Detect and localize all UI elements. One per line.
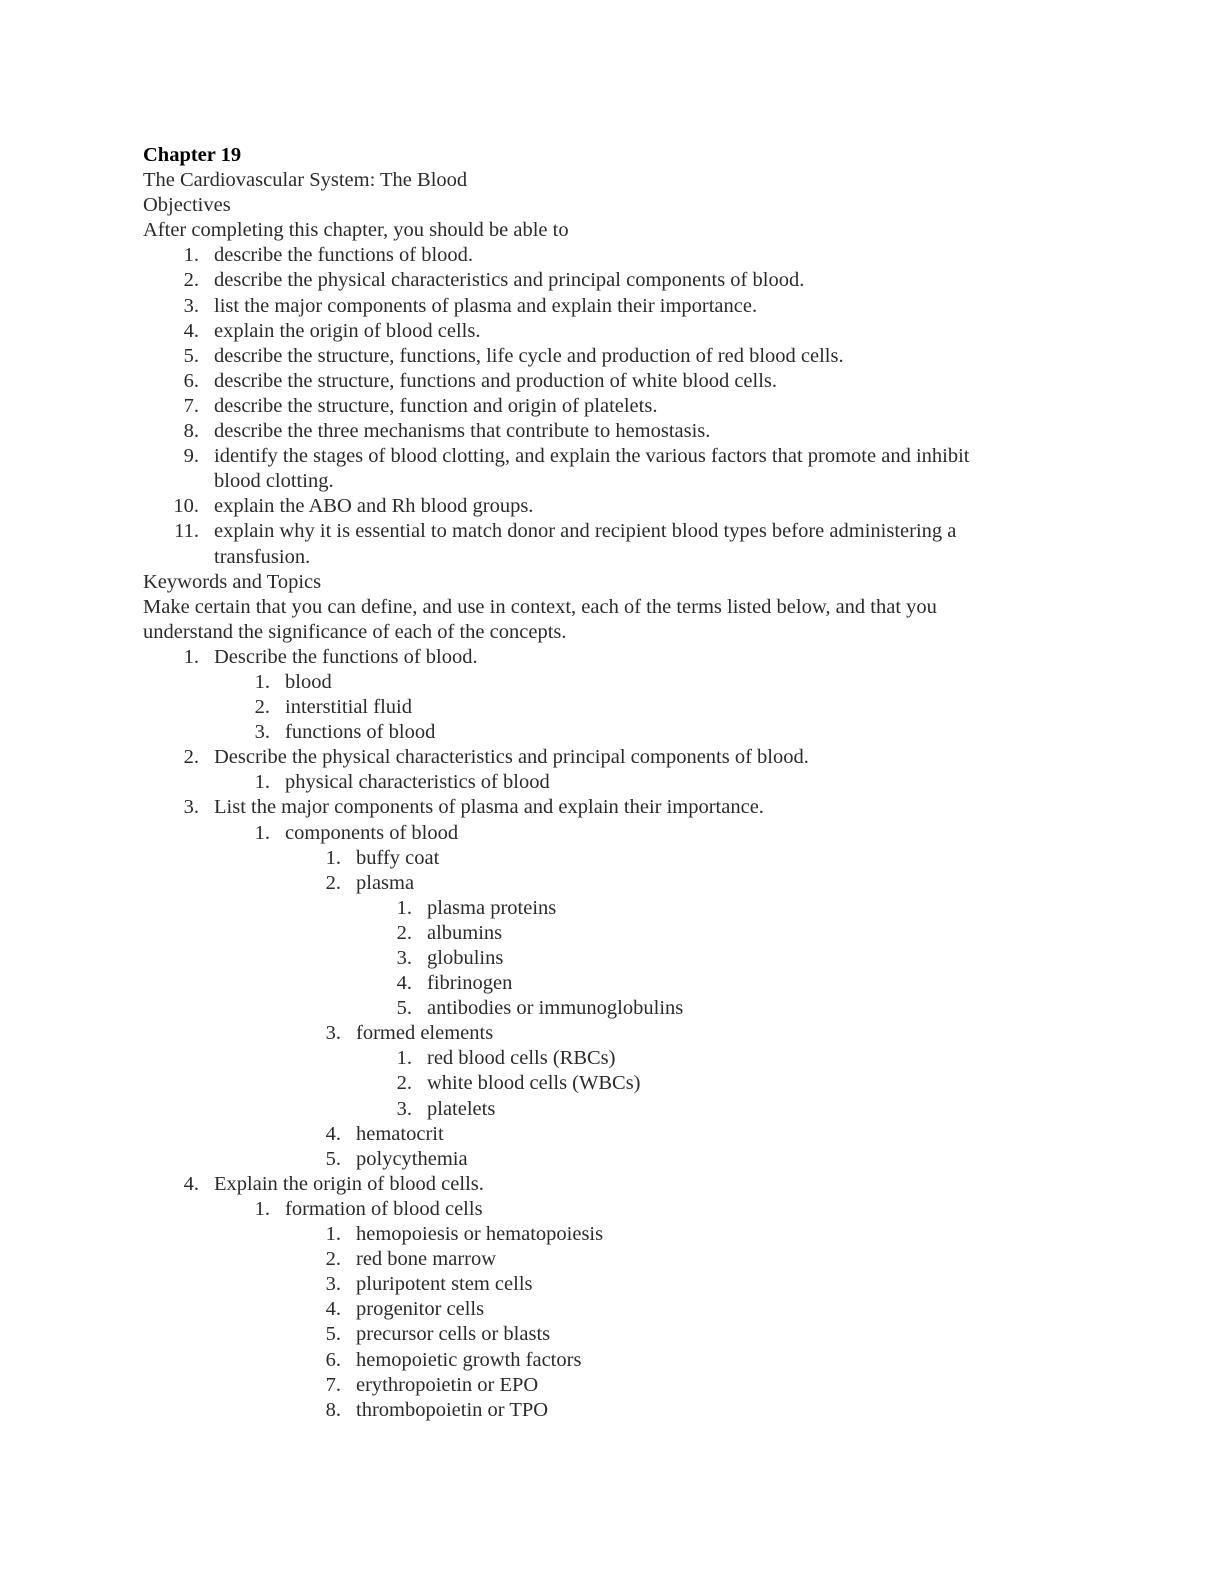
objective-text: describe the three mechanisms that contribute to hemostasis. bbox=[214, 420, 711, 443]
keyword-level-2-text: formed elements bbox=[356, 1022, 494, 1045]
chapter-number: Chapter 19 bbox=[143, 144, 242, 166]
objective-number: 2. bbox=[183, 269, 199, 292]
objective-item bbox=[143, 444, 1043, 494]
keyword-level-3-text: white blood cells (WBCs) bbox=[427, 1072, 641, 1095]
keyword-level-1-number: 1. bbox=[254, 670, 270, 693]
keyword-level-2-item bbox=[285, 1247, 1043, 1272]
sublist-level-1 bbox=[214, 670, 1043, 745]
objective-number: 5. bbox=[183, 344, 199, 367]
keyword-topic-number: 3. bbox=[183, 796, 199, 819]
keyword-level-3-item bbox=[356, 971, 1043, 996]
keyword-level-3-number: 4. bbox=[396, 972, 412, 995]
keyword-level-1-number: 3. bbox=[254, 721, 270, 744]
objective-number: 1. bbox=[183, 244, 199, 267]
keyword-level-1-text: formation of blood cells bbox=[285, 1197, 483, 1220]
objective-text: explain the origin of blood cells. bbox=[214, 319, 481, 342]
keywords-topic-list bbox=[143, 645, 1043, 1423]
keyword-level-3-text: albumins bbox=[427, 921, 503, 944]
keyword-level-2-item bbox=[285, 1348, 1043, 1373]
keyword-level-3-number: 1. bbox=[396, 896, 412, 919]
keyword-level-2-number: 1. bbox=[325, 846, 341, 869]
keyword-level-2-number: 7. bbox=[325, 1373, 341, 1396]
keyword-level-1-text: components of blood bbox=[285, 821, 459, 844]
objective-text: list the major components of plasma and explain their importance. bbox=[214, 294, 758, 317]
objective-number: 10. bbox=[173, 495, 199, 518]
objective-number: 7. bbox=[183, 394, 199, 417]
objective-number: 11. bbox=[174, 520, 199, 543]
keyword-level-1-item bbox=[214, 720, 1043, 745]
keywords-intro-line-2: understand the significance of each of the concepts. bbox=[143, 620, 567, 643]
objective-text: describe the functions of blood. bbox=[214, 244, 474, 267]
keyword-topic-text: Explain the origin of blood cells. bbox=[214, 1172, 484, 1195]
keyword-level-2-text: buffy coat bbox=[356, 846, 440, 869]
objectives-list bbox=[143, 243, 1043, 569]
keyword-level-3-item bbox=[356, 1046, 1043, 1071]
keyword-level-2-text: progenitor cells bbox=[356, 1298, 485, 1321]
keyword-topic-text: Describe the physical characteristics and principal components of blood. bbox=[214, 746, 809, 769]
keyword-topic-text: Describe the functions of blood. bbox=[214, 645, 478, 668]
objective-text: explain the ABO and Rh blood groups. bbox=[214, 495, 534, 518]
keyword-level-3-number: 1. bbox=[396, 1047, 412, 1070]
keyword-level-3-item bbox=[356, 896, 1043, 921]
keyword-level-3-number: 2. bbox=[396, 1072, 412, 1095]
keyword-level-3-item bbox=[356, 1097, 1043, 1122]
keyword-level-2-text: red bone marrow bbox=[356, 1248, 497, 1271]
objective-text: describe the physical characteristics and principal components of blood. bbox=[214, 269, 805, 292]
keyword-topic-item bbox=[143, 795, 1043, 820]
keyword-topic-number: 2. bbox=[183, 746, 199, 769]
keyword-level-3-number: 2. bbox=[396, 921, 412, 944]
objective-item bbox=[143, 319, 1043, 344]
keyword-level-2-number: 5. bbox=[325, 1147, 341, 1170]
keyword-level-1-number: 2. bbox=[254, 696, 270, 719]
keyword-level-2-text: hemopoietic growth factors bbox=[356, 1348, 582, 1371]
document-page bbox=[143, 143, 1043, 1423]
keyword-level-2-item bbox=[285, 1297, 1043, 1322]
keyword-level-2-item bbox=[285, 1322, 1043, 1347]
keyword-topic-item bbox=[143, 645, 1043, 670]
keyword-level-3-item bbox=[356, 1071, 1043, 1096]
keyword-level-1-item bbox=[214, 770, 1043, 795]
objective-number: 4. bbox=[183, 319, 199, 342]
keyword-level-3-item bbox=[356, 996, 1043, 1021]
objective-item bbox=[143, 268, 1043, 293]
keyword-level-2-number: 4. bbox=[325, 1122, 341, 1145]
keyword-level-2-number: 8. bbox=[325, 1398, 341, 1421]
keyword-level-3-text: fibrinogen bbox=[427, 972, 513, 995]
objective-item bbox=[143, 243, 1043, 268]
objectives-heading: Objectives bbox=[143, 194, 231, 217]
objective-text-continued: blood clotting. bbox=[214, 470, 334, 493]
objective-item bbox=[143, 394, 1043, 419]
keyword-level-3-number: 3. bbox=[396, 1097, 412, 1120]
chapter-title: The Cardiovascular System: The Blood bbox=[143, 169, 468, 192]
keyword-level-1-item bbox=[214, 1197, 1043, 1222]
objective-text: identify the stages of blood clotting, and explain the various factors that promote and inhibit bbox=[214, 445, 970, 468]
keyword-level-1-text: functions of blood bbox=[285, 721, 436, 744]
keyword-level-2-item bbox=[285, 1272, 1043, 1297]
keyword-topic-number: 1. bbox=[183, 645, 199, 668]
keyword-level-3-text: platelets bbox=[427, 1097, 496, 1120]
keyword-level-2-number: 5. bbox=[325, 1323, 341, 1346]
objective-item bbox=[143, 419, 1043, 444]
keyword-topic-item bbox=[143, 745, 1043, 770]
sublist-level-2 bbox=[285, 846, 1043, 1172]
objectives-intro: After completing this chapter, you should be able to bbox=[143, 219, 569, 242]
sublist-level-1 bbox=[214, 821, 1043, 1172]
keyword-level-1-number: 1. bbox=[254, 1197, 270, 1220]
objective-item bbox=[143, 344, 1043, 369]
keywords-heading: Keywords and Topics bbox=[143, 570, 322, 593]
keyword-level-2-text: precursor cells or blasts bbox=[356, 1323, 551, 1346]
objective-number: 8. bbox=[183, 420, 199, 443]
keyword-level-2-text: hematocrit bbox=[356, 1122, 444, 1145]
keyword-level-3-text: red blood cells (RBCs) bbox=[427, 1047, 616, 1070]
keyword-level-2-number: 2. bbox=[325, 871, 341, 894]
objective-text: explain why it is essential to match donor and recipient blood types before administering a bbox=[214, 520, 957, 543]
objective-number: 6. bbox=[183, 369, 199, 392]
keyword-level-2-number: 3. bbox=[325, 1022, 341, 1045]
objective-item bbox=[143, 294, 1043, 319]
objective-text: describe the structure, functions and production of white blood cells. bbox=[214, 369, 778, 392]
keywords-intro-line-1: Make certain that you can define, and use in context, each of the terms listed below, and that you bbox=[143, 595, 937, 618]
objective-number: 3. bbox=[183, 294, 199, 317]
keyword-level-2-item bbox=[285, 1147, 1043, 1172]
keyword-level-1-item bbox=[214, 821, 1043, 846]
keyword-level-2-number: 6. bbox=[325, 1348, 341, 1371]
keyword-level-2-text: thrombopoietin or TPO bbox=[356, 1398, 549, 1421]
keyword-level-3-item bbox=[356, 921, 1043, 946]
objective-item bbox=[143, 369, 1043, 394]
keyword-level-1-text: interstitial fluid bbox=[285, 696, 412, 719]
keyword-level-2-number: 4. bbox=[325, 1298, 341, 1321]
keyword-level-2-item bbox=[285, 1021, 1043, 1046]
keyword-level-2-text: polycythemia bbox=[356, 1147, 468, 1170]
keyword-level-3-text: globulins bbox=[427, 947, 504, 969]
sublist-level-2 bbox=[285, 1222, 1043, 1423]
keyword-level-1-text: physical characteristics of blood bbox=[285, 771, 550, 794]
objective-number: 9. bbox=[183, 445, 199, 468]
keyword-topic-item bbox=[143, 1172, 1043, 1197]
objective-item bbox=[143, 494, 1043, 519]
keyword-level-3-text: antibodies or immunoglobulins bbox=[427, 997, 684, 1020]
objective-text: describe the structure, functions, life cycle and production of red blood cells. bbox=[214, 344, 844, 367]
objective-text: describe the structure, function and origin of platelets. bbox=[214, 394, 658, 417]
keyword-level-3-number: 5. bbox=[396, 997, 412, 1020]
keyword-level-2-text: hemopoiesis or hematopoiesis bbox=[356, 1223, 604, 1246]
keyword-level-1-text: blood bbox=[285, 670, 332, 693]
keyword-level-3-item bbox=[356, 946, 1043, 971]
keyword-level-2-text: plasma bbox=[356, 871, 415, 894]
keyword-topic-number: 4. bbox=[183, 1172, 199, 1195]
keyword-level-1-item bbox=[214, 695, 1043, 720]
keyword-level-2-item bbox=[285, 1398, 1043, 1423]
keyword-level-2-item bbox=[285, 1122, 1043, 1147]
keyword-level-2-item bbox=[285, 871, 1043, 896]
keyword-topic-text: List the major components of plasma and explain their importance. bbox=[214, 796, 764, 819]
sublist-level-3 bbox=[356, 896, 1043, 1021]
keyword-level-1-number: 1. bbox=[254, 821, 270, 844]
keyword-level-2-item bbox=[285, 1373, 1043, 1398]
keyword-level-2-number: 1. bbox=[325, 1223, 341, 1246]
keyword-level-2-number: 2. bbox=[325, 1248, 341, 1271]
sublist-level-1 bbox=[214, 1197, 1043, 1423]
keyword-level-2-text: erythropoietin or EPO bbox=[356, 1373, 539, 1396]
keyword-level-2-text: pluripotent stem cells bbox=[356, 1273, 533, 1296]
keyword-level-1-item bbox=[214, 670, 1043, 695]
keyword-level-3-number: 3. bbox=[396, 947, 412, 969]
keyword-level-2-item bbox=[285, 846, 1043, 871]
objective-text-continued: transfusion. bbox=[214, 545, 311, 568]
keyword-level-2-item bbox=[285, 1222, 1043, 1247]
sublist-level-3 bbox=[356, 1046, 1043, 1121]
keyword-level-3-text: plasma proteins bbox=[427, 896, 557, 919]
keyword-level-1-number: 1. bbox=[254, 771, 270, 794]
objective-item bbox=[143, 519, 1043, 569]
keyword-level-2-number: 3. bbox=[325, 1273, 341, 1296]
sublist-level-1 bbox=[214, 770, 1043, 795]
